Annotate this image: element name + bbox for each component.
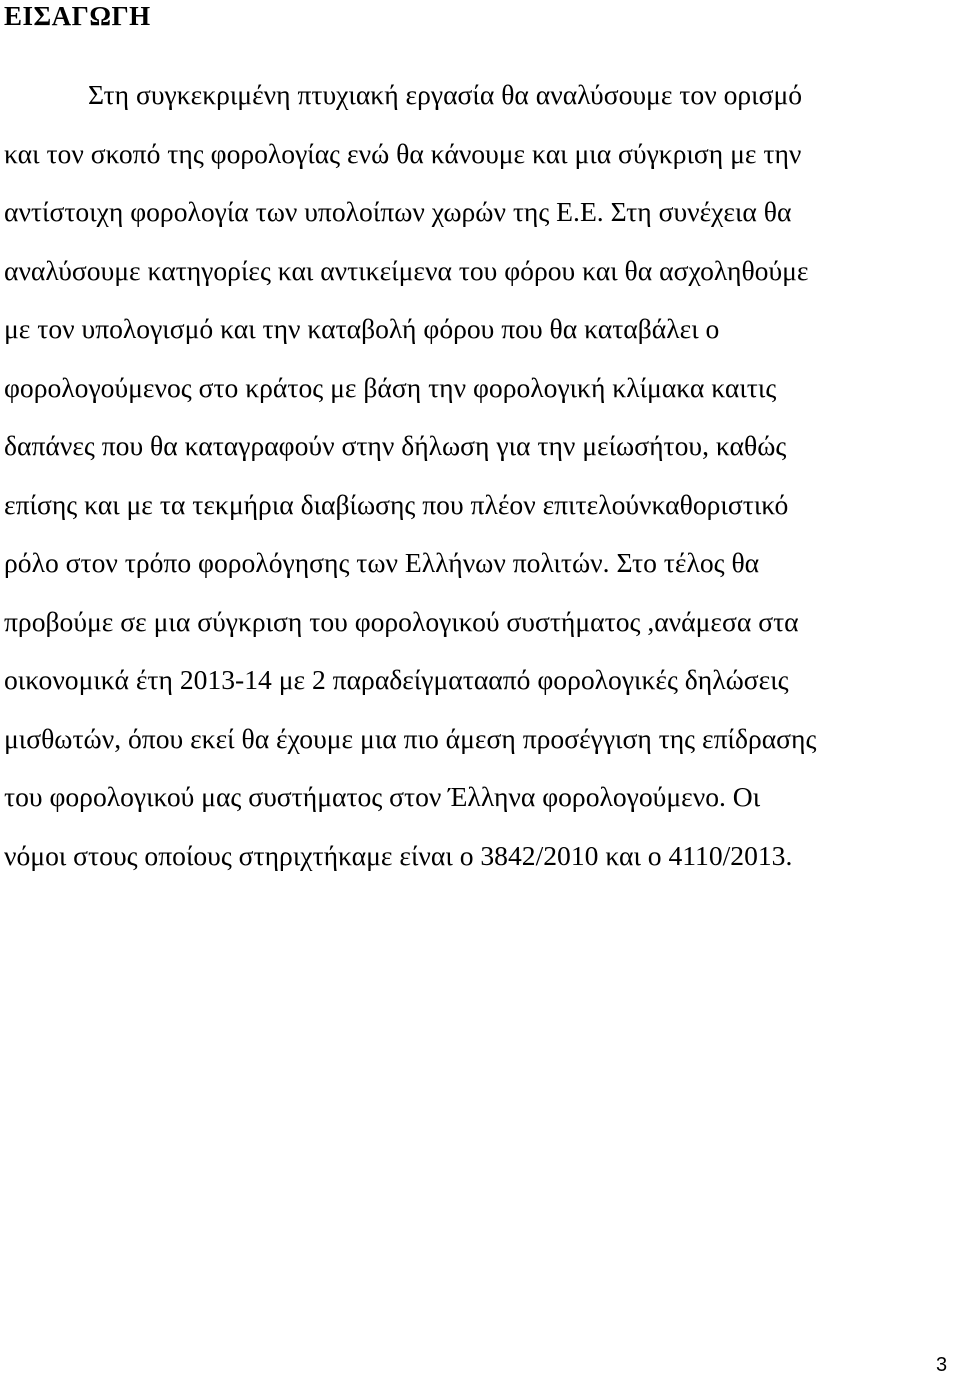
- paragraph-line: Στη συγκεκριμένη πτυχιακή εργασία θα αναλύσουμε τον ορισμό: [88, 79, 803, 110]
- paragraph-line: επίσης και με τα τεκμήρια διαβίωσης που πλέον επιτελούνκαθοριστικό: [4, 488, 789, 520]
- section-heading: ΕΙΣΑΓΩΓΗ: [4, 1, 151, 31]
- paragraph-line: με τον υπολογισμό και την καταβολή φόρου που θα καταβάλει ο: [4, 313, 720, 344]
- paragraph-line: ρόλο στον τρόπο φορολόγησης των Ελλήνων πολιτών. Στο τέλος θα: [4, 547, 760, 578]
- paragraph-line: μισθωτών, όπου εκεί θα έχουμε μια πιο άμεση προσέγγιση της επίδρασης: [4, 722, 817, 754]
- paragraph-line: προβούμε σε μια σύγκριση του φορολογικού συστήματος ,ανάμεσα στα: [4, 605, 799, 637]
- paragraph-line: και τον σκοπό της φορολογίας ενώ θα κάνουμε και μια σύγκριση με την: [4, 137, 802, 169]
- paragraph-line: φορολογούμενος στο κράτος με βάση την φορολογική κλίμακα καιτις: [4, 371, 777, 403]
- paragraph-line: δαπάνες που θα καταγραφούν στην δήλωση για την μείωσήτου, καθώς: [4, 430, 787, 461]
- paragraph-line: του φορολογικού μας συστήματος στον Έλληνα φορολογούμενο. Οι: [4, 781, 761, 812]
- body-paragraph: [4, 66, 959, 885]
- paragraph-line: οικονομικά έτη 2013-14 με 2 παραδείγματααπό φορολογικές δηλώσεις: [4, 664, 789, 695]
- paragraph-line: νόμοι στους οποίους στηριχτήκαμε είναι ο 3842/2010 και ο 4110/2013.: [4, 839, 793, 871]
- paragraph-line: αναλύσουμε κατηγορίες και αντικείμενα του φόρου και θα ασχοληθούμε: [4, 254, 809, 286]
- paragraph-line: αντίστοιχη φορολογία των υπολοίπων χωρών της Ε.Ε. Στη συνέχεια θα: [4, 196, 792, 227]
- page-number: 3: [936, 1354, 948, 1376]
